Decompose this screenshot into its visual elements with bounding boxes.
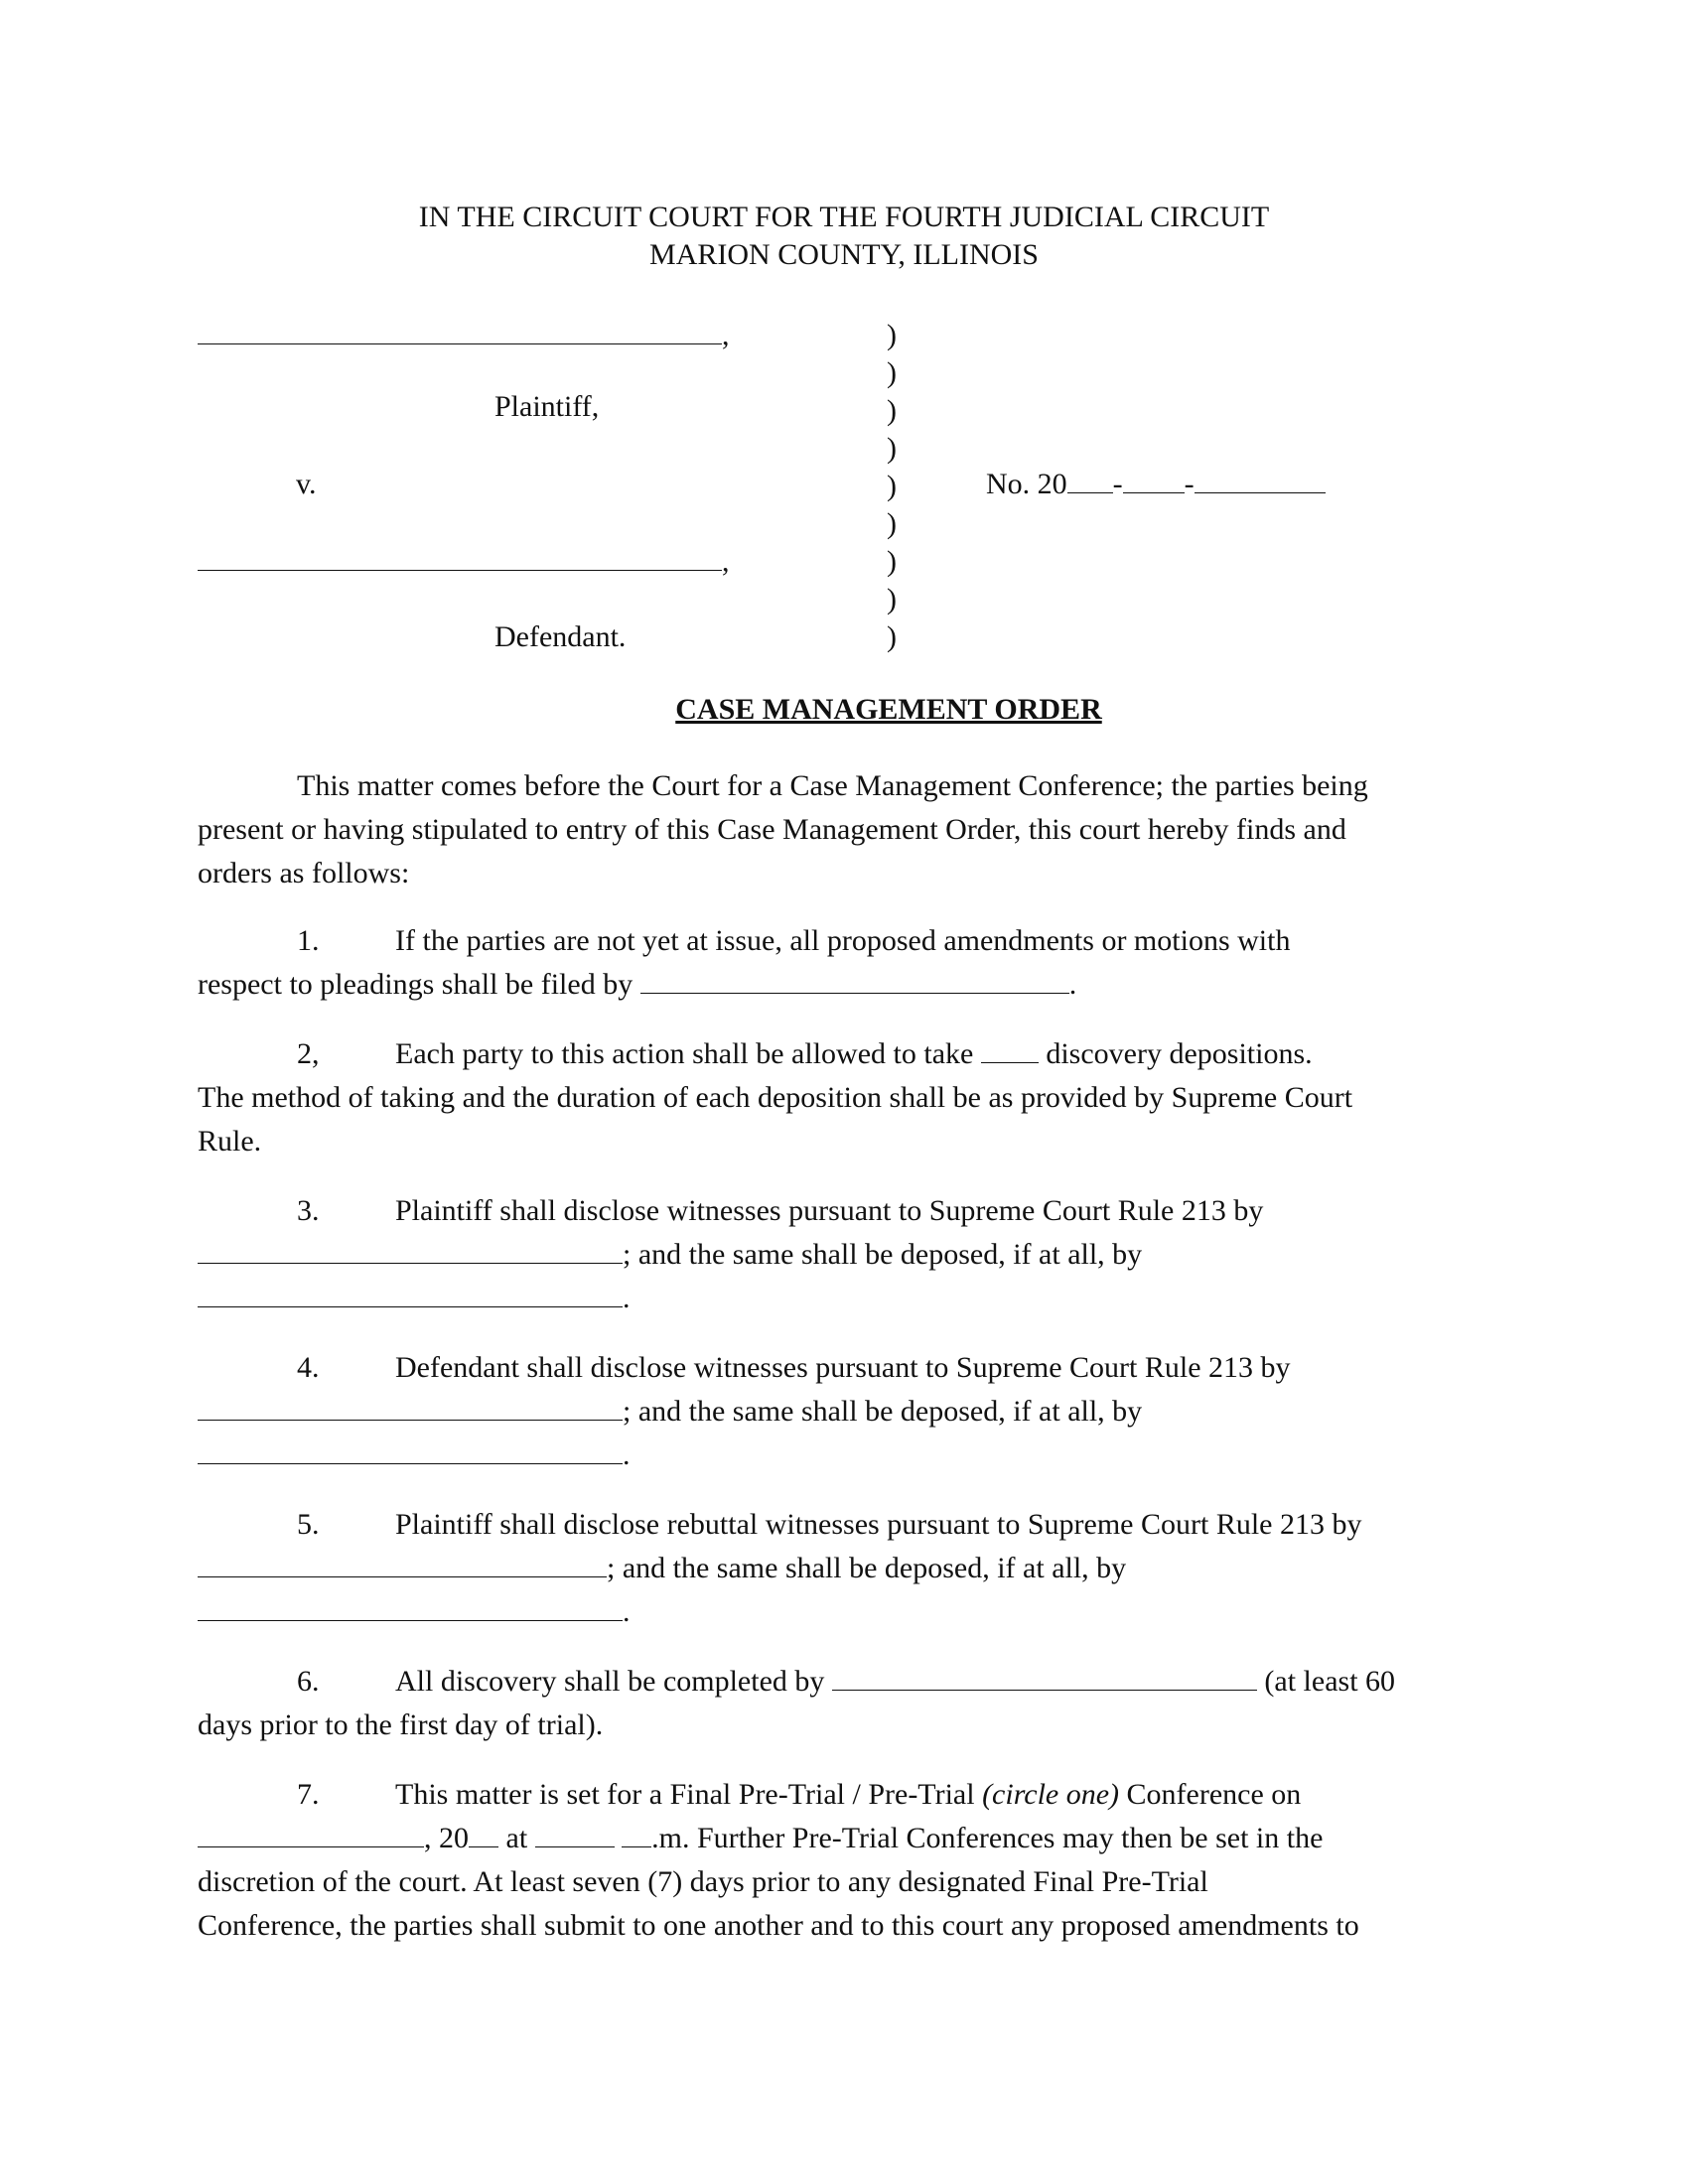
plaintiff-label: Plaintiff, xyxy=(494,390,600,423)
defendant-name-field[interactable]: , xyxy=(198,540,730,584)
case-sequence-field[interactable] xyxy=(1195,463,1326,493)
order-item-6: 6. All discovery shall be completed by (at least 60 days prior to the first day of trial). xyxy=(198,1660,1488,1747)
conference-date-field[interactable] xyxy=(198,1817,424,1847)
order-item-3: 3. Plaintiff shall disclose witnesses pursuant to Supreme Court Rule 213 by ; and the same shall be deposed, if at all, by . xyxy=(198,1189,1488,1320)
plaintiff-disclosure-date-field[interactable] xyxy=(198,1233,623,1264)
defendant-label: Defendant. xyxy=(494,620,627,653)
caption-bracket: ) xyxy=(887,432,897,465)
intro-paragraph: This matter comes before the Court for a Case Management Conference; the parties being present or having stipulated to entry of this Case Management Order, this court hereby finds and orders as follows: xyxy=(198,769,1368,889)
conference-year-field[interactable] xyxy=(469,1817,498,1847)
case-number: No. 20 - - xyxy=(986,463,1326,506)
conference-ampm-field[interactable] xyxy=(622,1817,651,1847)
caption-bracket: ) xyxy=(887,620,897,653)
discovery-completion-date-field[interactable] xyxy=(832,1660,1257,1691)
caption-bracket: ) xyxy=(887,356,897,389)
order-item-1: 1. If the parties are not yet at issue, all proposed amendments or motions with respect to pleadings shall be filed by . xyxy=(198,924,1291,1001)
plaintiff-deposition-date-field[interactable] xyxy=(198,1277,623,1307)
order-item-2: 2, Each party to this action shall be allowed to take discovery depositions. The method of taking and the duration of each deposition shall be as provided by Supreme Court Rule. xyxy=(198,1032,1488,1163)
conference-time-field[interactable] xyxy=(535,1817,615,1847)
rebuttal-deposition-date-field[interactable] xyxy=(198,1590,623,1621)
caption-bracket: ) xyxy=(887,394,897,427)
county-heading: MARION COUNTY, ILLINOIS xyxy=(649,238,1039,271)
case-number-label: No. 20 xyxy=(986,468,1067,500)
court-heading: IN THE CIRCUIT COURT FOR THE FOURTH JUDICIAL CIRCUIT xyxy=(418,201,1270,233)
versus-label: v. xyxy=(296,468,317,500)
caption-bracket: ) xyxy=(887,583,897,615)
case-type-field[interactable] xyxy=(1123,463,1185,493)
order-item-4: 4. Defendant shall disclose witnesses pursuant to Supreme Court Rule 213 by ; and the same shall be deposed, if at all, by . xyxy=(198,1346,1488,1477)
defendant-deposition-date-field[interactable] xyxy=(198,1433,623,1464)
deposition-count-field[interactable] xyxy=(981,1032,1039,1063)
caption-bracket: ) xyxy=(887,319,897,351)
caption-bracket: ) xyxy=(887,470,897,502)
pleadings-deadline-field[interactable] xyxy=(640,963,1069,994)
document-title: CASE MANAGEMENT ORDER xyxy=(675,693,1102,726)
caption-bracket: ) xyxy=(887,545,897,578)
order-item-7: 7. This matter is set for a Final Pre-Trial / Pre-Trial (circle one) Conference on , 20 at .m. Further Pre-Trial Conferences may then be set in the discretion of the court. At least seven (7) days prior to any designated Final Pre-Trial Conference, the parties shall submit to one another and to this court any proposed amendments to xyxy=(198,1778,1359,1942)
case-year-field[interactable] xyxy=(1067,463,1113,493)
rebuttal-disclosure-date-field[interactable] xyxy=(198,1547,607,1577)
defendant-disclosure-date-field[interactable] xyxy=(198,1390,623,1421)
plaintiff-name-field[interactable]: , xyxy=(198,314,730,357)
caption-bracket: ) xyxy=(887,507,897,540)
order-item-5: 5. Plaintiff shall disclose rebuttal witnesses pursuant to Supreme Court Rule 213 by ; and the same shall be deposed, if at all, by . xyxy=(198,1503,1488,1634)
